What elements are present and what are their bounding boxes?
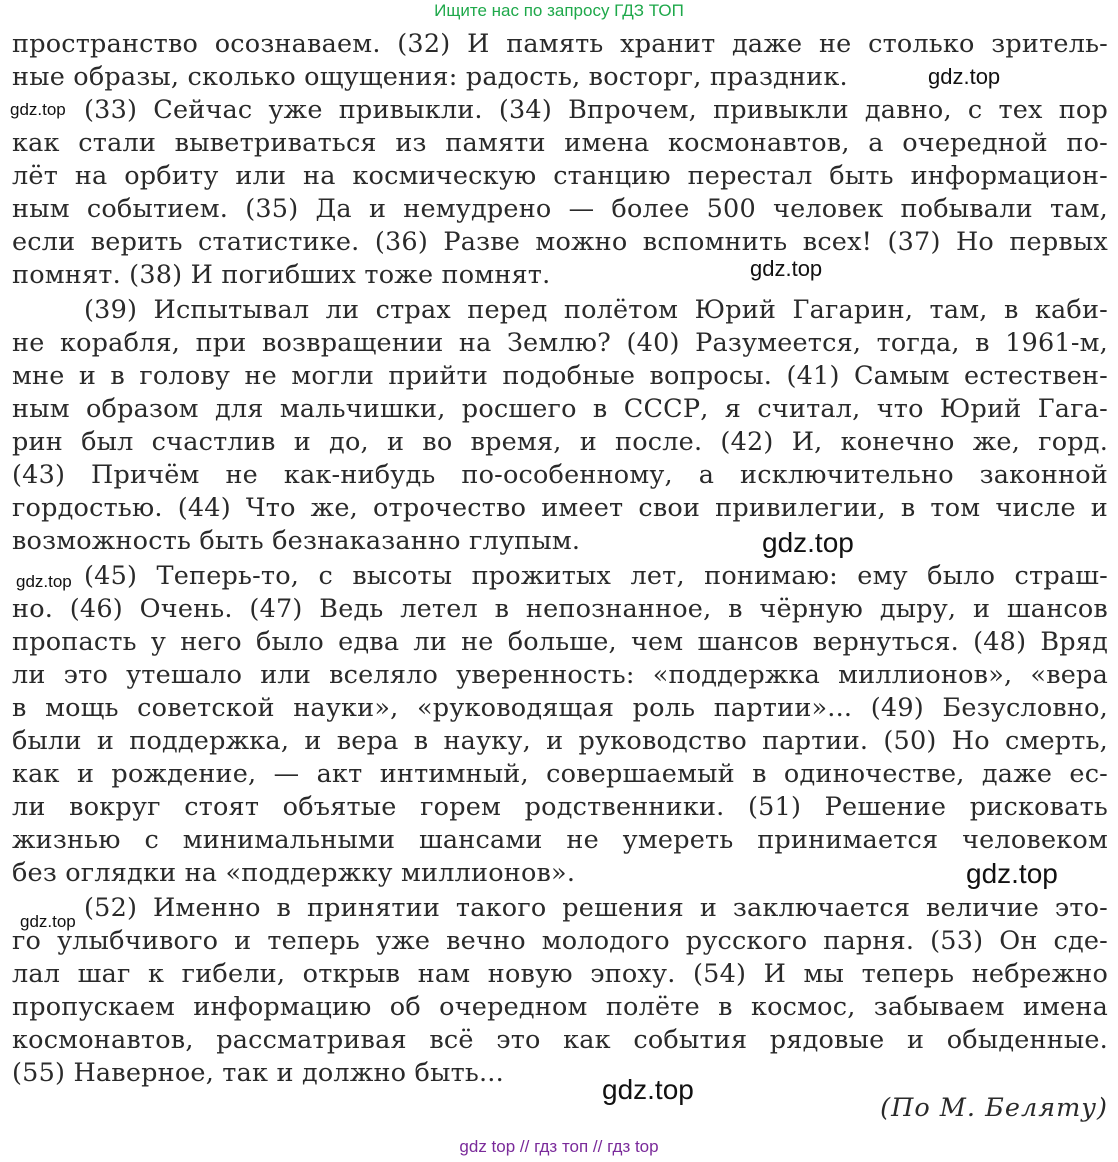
text-line: го улыбчивого и теперь уже вечно молодого русского парня. (53) Он сде- — [12, 926, 1108, 956]
text-line: пространство осознаваем. (32) И память хранит даже не столько зритель- — [12, 29, 1108, 59]
text-line: (33) Сейчас уже привыкли. (34) Впрочем, привыкли давно, с тех пор — [84, 95, 1108, 125]
bottom-footer-banner: gdz top // гдз топ // гдз top — [459, 1137, 659, 1156]
watermark: gdz.top — [750, 256, 823, 281]
watermark: gdz.top — [20, 912, 76, 931]
text-line: как стали выветриваться из памяти имена космонавтов, а очередной по- — [12, 128, 1108, 158]
text-line: ли это утешало или вселяло уверенность: «поддержка миллионов», «вера — [12, 660, 1108, 690]
text-line: были и поддержка, и вера в науку, и руководство партии. (50) Но смерть, — [12, 726, 1108, 756]
text-line: рин был счастлив и до, и во время, и после. (42) И, конечно же, горд. — [12, 427, 1108, 457]
watermark: gdz.top — [762, 527, 854, 558]
text-line: но. (46) Очень. (47) Ведь летел в непознанное, в чёрную дыру, и шансов — [12, 594, 1108, 624]
text-line: пропасть у него было едва ли не больше, чем шансов вернуться. (48) Вряд — [12, 627, 1108, 657]
text-line: ным событием. (35) Да и немудрено — более 500 человек побывали там, — [12, 194, 1108, 224]
text-line: (45) Теперь-то, с высоты прожитых лет, понимаю: ему было страш- — [84, 561, 1108, 591]
text-line: пропускаем информацию об очередном полёте в космос, забываем имена — [12, 992, 1108, 1022]
text-line: (55) Наверное, так и должно быть... — [12, 1058, 504, 1088]
text-line: лёт на орбиту или на космическую станцию перестал быть информацион- — [12, 161, 1108, 191]
watermark: gdz.top — [16, 572, 72, 591]
text-line: (39) Испытывал ли страх перед полётом Юрий Гагарин, там, в каби- — [84, 295, 1108, 325]
text-line: ли вокруг стоят объятые горем родственники. (51) Решение рисковать — [12, 792, 1108, 822]
text-line: гордостью. (44) Что же, отрочество имеет свои привилегии, в том числе и — [12, 493, 1108, 523]
text-line: жизнью с минимальными шансами не умереть принимается человеком — [12, 825, 1108, 855]
text-line: мне и в голову не могли прийти подобные вопросы. (41) Самым естествен- — [12, 361, 1108, 391]
text-line: (43) Причём не как-нибудь по-особенному, а исключительно законной — [12, 460, 1108, 490]
top-search-banner: Ищите нас по запросу ГДЗ ТОП — [434, 1, 684, 20]
author-attribution: (По М. Беляту) — [880, 1093, 1108, 1123]
text-line: не корабля, при возвращении на Землю? (40) Разумеется, тогда, в 1961-м, — [12, 328, 1108, 358]
watermark: gdz.top — [928, 64, 1001, 89]
text-line: если верить статистике. (36) Разве можно вспомнить всех! (37) Но первых — [12, 227, 1108, 257]
text-line: космонавтов, рассматривая всё это как события рядовые и обыденные. — [12, 1025, 1108, 1055]
text-line: в мощь советской науки», «руководящая роль партии»... (49) Безусловно, — [12, 693, 1108, 723]
watermark: gdz.top — [10, 100, 66, 119]
watermark: gdz.top — [966, 858, 1058, 889]
text-line: без оглядки на «поддержку миллионов». — [12, 858, 576, 888]
text-line: помнят. (38) И погибших тоже помнят. — [12, 260, 551, 290]
text-line: как и рождение, — акт интимный, совершаемый в одиночестве, даже ес- — [12, 759, 1108, 789]
text-line: ным образом для мальчишки, росшего в СССР, я считал, что Юрий Гага- — [12, 394, 1108, 424]
text-line: возможность быть безнаказанно глупым. — [12, 526, 581, 556]
text-line: ные образы, сколько ощущения: радость, восторг, праздник. — [12, 62, 848, 92]
watermark: gdz.top — [602, 1074, 694, 1105]
text-line: лал шаг к гибели, открыв нам новую эпоху. (54) И мы теперь небрежно — [12, 959, 1108, 989]
text-line: (52) Именно в принятии такого решения и заключается величие это- — [84, 893, 1108, 923]
